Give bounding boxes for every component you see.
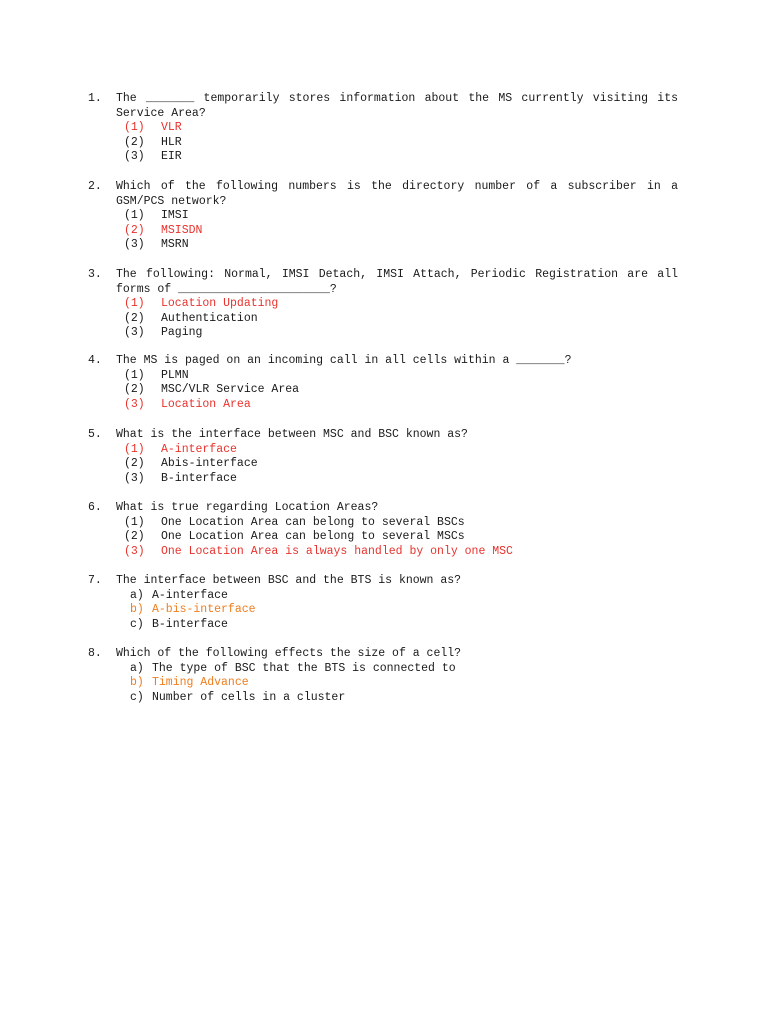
option-2[interactable] <box>124 457 678 472</box>
question-text: The _______ temporarily stores information about the MS currently visiting its Service Area? <box>116 92 678 120</box>
option-a[interactable] <box>124 662 678 677</box>
question-7 <box>88 574 678 632</box>
option-text: B-interface <box>161 471 237 485</box>
option-label: (1) <box>124 442 145 456</box>
option-text: A-interface <box>161 442 237 456</box>
option-text: HLR <box>161 135 182 149</box>
option-text: A-interface <box>152 588 228 602</box>
option-text: Location Updating <box>161 297 279 310</box>
option-3[interactable] <box>124 545 678 560</box>
question-number: 1. <box>88 92 102 105</box>
option-label: (1) <box>124 209 145 222</box>
question-number: 4. <box>88 354 102 367</box>
option-text: MSISDN <box>161 223 203 237</box>
option-label: (1) <box>124 515 145 529</box>
question-number: 5. <box>88 428 102 441</box>
option-3[interactable] <box>124 238 678 253</box>
option-2[interactable] <box>124 312 678 327</box>
option-text: Timing Advance <box>152 676 249 689</box>
option-text: VLR <box>161 121 182 134</box>
option-text: One Location Area can belong to several MSCs <box>161 530 465 543</box>
option-label: c) <box>130 617 144 631</box>
option-1[interactable] <box>124 516 678 531</box>
option-b[interactable] <box>124 603 678 618</box>
option-text: One Location Area can belong to several BSCs <box>161 515 465 529</box>
option-text: EIR <box>161 150 182 163</box>
question-text: The MS is paged on an incoming call in all cells within a _______? <box>116 354 572 367</box>
option-label: a) <box>130 661 144 675</box>
option-text: Number of cells in a cluster <box>152 690 346 704</box>
option-c[interactable] <box>124 691 678 706</box>
question-8 <box>88 647 678 705</box>
option-text: The type of BSC that the BTS is connected to <box>152 661 456 675</box>
option-label: (3) <box>124 397 145 411</box>
question-5 <box>88 428 678 486</box>
option-label: (2) <box>124 135 145 149</box>
question-number: 2. <box>88 180 102 193</box>
option-3[interactable] <box>124 326 678 341</box>
option-text: Authentication <box>161 311 258 325</box>
option-3[interactable] <box>124 150 678 165</box>
option-2[interactable] <box>124 530 678 545</box>
option-2[interactable] <box>124 136 678 151</box>
option-label: (3) <box>124 150 145 163</box>
option-3[interactable] <box>124 398 678 413</box>
option-c[interactable] <box>124 618 678 633</box>
question-number: 8. <box>88 647 102 660</box>
option-text: One Location Area is always handled by only one MSC <box>161 544 513 558</box>
option-text: IMSI <box>161 209 189 222</box>
question-text: The following: Normal, IMSI Detach, IMSI Attach, Periodic Registration are all forms of ______________________? <box>116 268 678 296</box>
option-label: (3) <box>124 544 145 558</box>
option-text: PLMN <box>161 368 189 382</box>
question-1 <box>88 92 678 165</box>
option-label: (3) <box>124 326 145 339</box>
option-2[interactable] <box>124 224 678 239</box>
option-text: B-interface <box>152 617 228 631</box>
option-label: (2) <box>124 530 145 543</box>
option-1[interactable] <box>124 369 678 384</box>
option-label: (1) <box>124 368 145 382</box>
question-3 <box>88 268 678 341</box>
question-number: 3. <box>88 268 102 281</box>
question-4 <box>88 354 678 412</box>
option-1[interactable] <box>124 121 678 136</box>
option-text: Paging <box>161 326 203 339</box>
option-label: (1) <box>124 121 145 134</box>
question-2 <box>88 180 678 253</box>
option-1[interactable] <box>124 209 678 224</box>
question-number: 6. <box>88 501 102 514</box>
option-label: b) <box>130 603 144 616</box>
option-label: (2) <box>124 383 145 396</box>
option-label: (3) <box>124 471 145 485</box>
option-label: (2) <box>124 311 145 325</box>
option-label: (2) <box>124 223 145 237</box>
question-number: 7. <box>88 574 102 587</box>
option-text: Abis-interface <box>161 457 258 470</box>
option-label: a) <box>130 588 144 602</box>
option-3[interactable] <box>124 472 678 487</box>
question-text: What is the interface between MSC and BSC known as? <box>116 428 468 441</box>
question-text: Which of the following numbers is the directory number of a subscriber in a GSM/PCS network? <box>116 180 678 208</box>
option-b[interactable] <box>124 676 678 691</box>
option-text: MSRN <box>161 238 189 251</box>
question-text: The interface between BSC and the BTS is known as? <box>116 574 462 587</box>
option-label: (2) <box>124 457 145 470</box>
option-text: Location Area <box>161 397 251 411</box>
option-2[interactable] <box>124 383 678 398</box>
option-text: MSC/VLR Service Area <box>161 383 300 396</box>
option-text: A-bis-interface <box>152 603 256 616</box>
question-6 <box>88 501 678 559</box>
option-1[interactable] <box>124 443 678 458</box>
question-text: Which of the following effects the size of a cell? <box>116 647 462 660</box>
option-a[interactable] <box>124 589 678 604</box>
question-text: What is true regarding Location Areas? <box>116 501 379 514</box>
option-label: b) <box>130 676 144 689</box>
option-label: c) <box>130 690 144 704</box>
option-label: (1) <box>124 297 145 310</box>
option-label: (3) <box>124 238 145 251</box>
option-1[interactable] <box>124 297 678 312</box>
